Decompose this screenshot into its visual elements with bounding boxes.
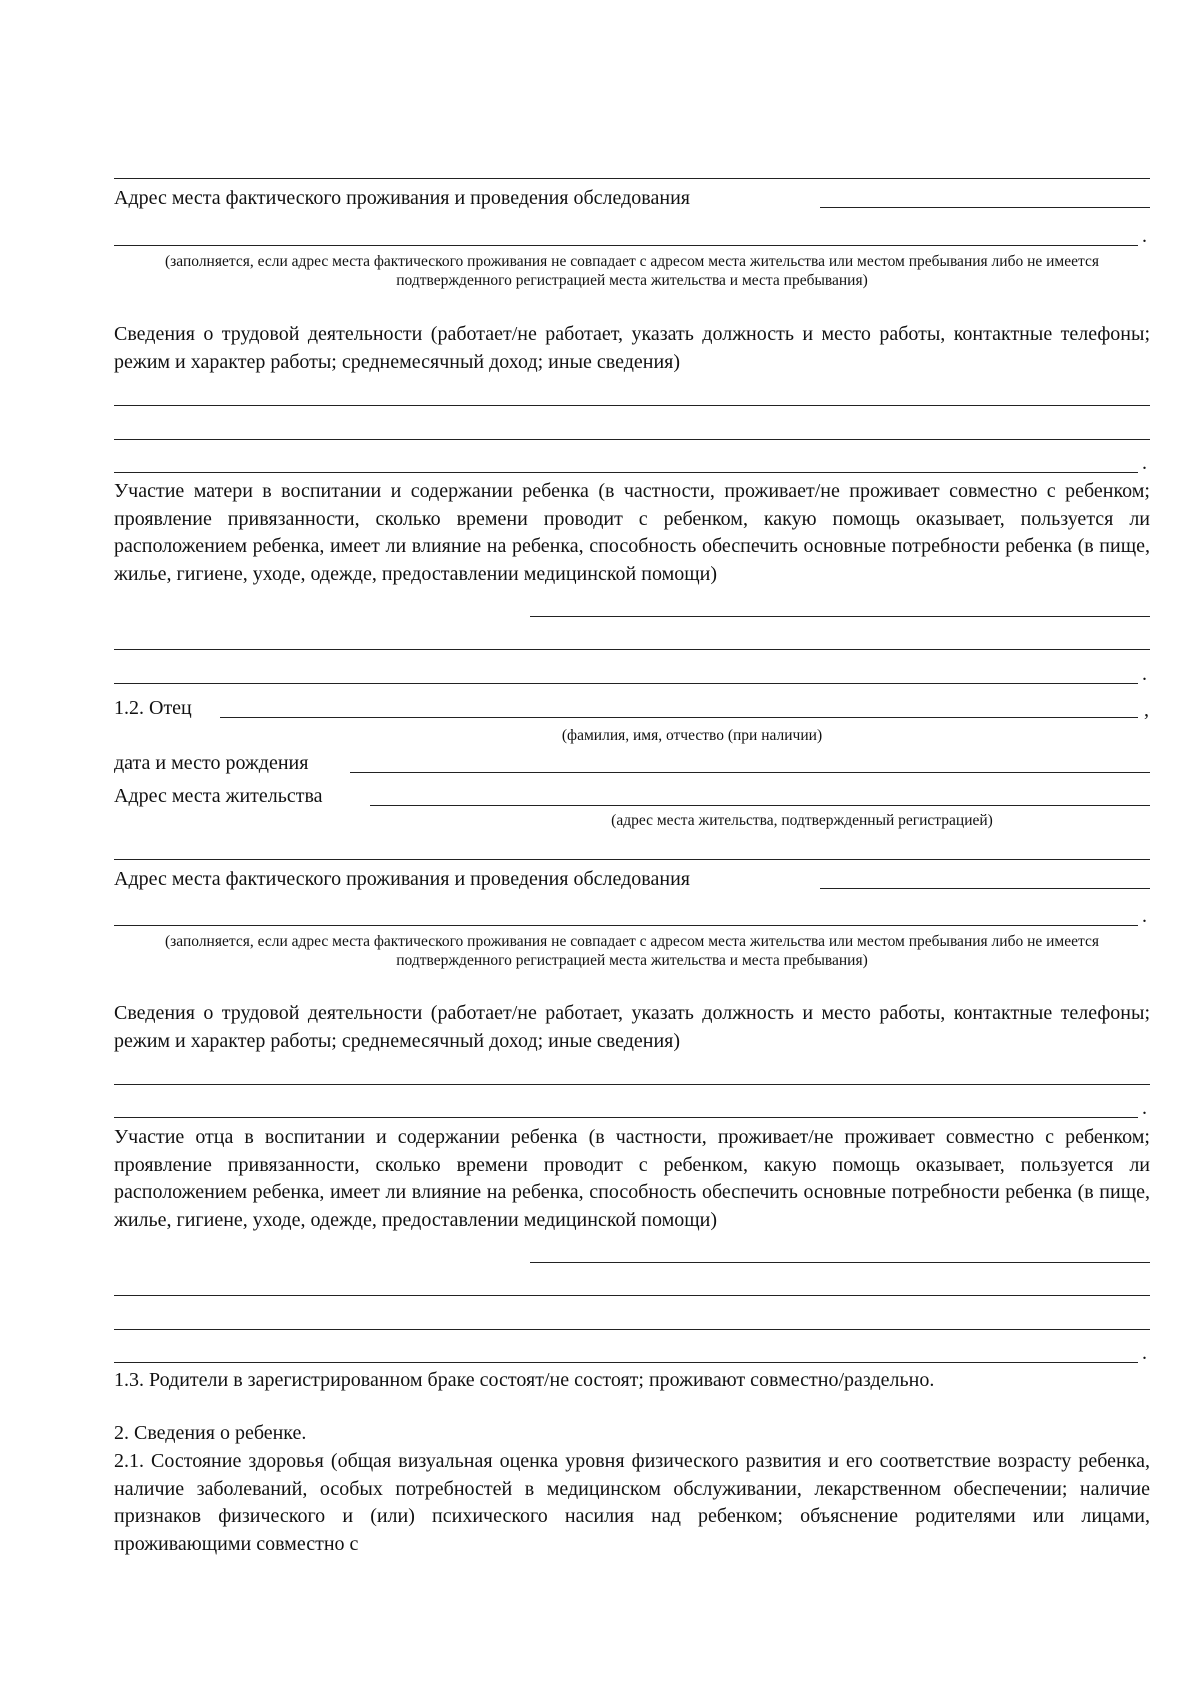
mother-employment-text: Сведения о трудовой деятельности (работает/не работает, указать должность и место работы, контактные телефоны; режим и характер работы; среднемесячный доход; иные сведения) [114, 323, 1150, 373]
father-name-field[interactable] [220, 717, 1138, 718]
period-mark: . [1142, 905, 1147, 927]
father-participation-text: Участие отца в воспитании и содержании ребенка (в частности, проживает/не проживает совместно с ребенком; проявление привязанности, сколько времени проводит с ребенком, какую помощь оказывает, пользуется ли расположением ребенка, имеет ли влияние на ребенка, способность обеспечить основные потребности ребенка (в пище, жилье, гигиене, уходе, одежде, предоставлении медицинской помощи) [114, 1126, 1150, 1231]
father-birth-row [114, 750, 1150, 776]
father-actual-address-field[interactable] [820, 888, 1150, 889]
father-participation-line-4[interactable] [114, 1362, 1138, 1363]
father-actual-address-row [114, 866, 1150, 892]
father-residence-line-2[interactable] [114, 859, 1150, 860]
father-residence-field[interactable] [370, 805, 1150, 806]
father-actual-address-label: Адрес места фактического проживания и проведения обследования [114, 868, 690, 890]
mother-actual-address-row [114, 185, 1150, 211]
father-name-hint: (фамилия, имя, отчество (при наличии) [561, 727, 823, 744]
mother-actual-address-field[interactable] [820, 207, 1150, 208]
father-actual-address-line-2[interactable] [114, 925, 1138, 926]
father-participation-line-2[interactable] [114, 1295, 1150, 1296]
father-residence-hint: (адрес места жительства, подтвержденный регистрацией) [611, 812, 993, 829]
child-health-text: 2.1. Состояние здоровья (общая визуальная оценка уровня физического развития и его соответствие возрасту ребенка, наличие заболеваний, особых потребностей в медицинском обслуживании, лекарственном обеспечении; наличие признаков физического и (или) психического насилия над ребенком; объяснение родителями или лицами, проживающими совместно с [114, 1450, 1150, 1555]
mother-actual-address-hint: (заполняется, если адрес места фактического проживания не совпадает с адресом места жительства или местом пребывания либо не имеется подтвержденного регистрацией места жительства и места пребывания) [165, 253, 1099, 289]
period-mark: . [1142, 1097, 1147, 1119]
father-residence-row [114, 783, 1150, 809]
father-employment-line-1[interactable] [114, 1084, 1150, 1085]
mother-actual-address-line-2[interactable] [114, 245, 1138, 246]
father-participation-line-3[interactable] [114, 1329, 1150, 1330]
father-participation-line-1[interactable] [530, 1262, 1150, 1263]
mother-participation-line-3[interactable] [114, 683, 1138, 684]
fill-line[interactable] [114, 178, 1150, 179]
father-actual-address-hint: (заполняется, если адрес места фактического проживания не совпадает с адресом места жительства или местом пребывания либо не имеется подтвержденного регистрацией места жительства и места пребывания) [165, 933, 1099, 969]
mother-actual-address-label: Адрес места фактического проживания и проведения обследования [114, 187, 690, 209]
mother-participation-text: Участие матери в воспитании и содержании ребенка (в частности, проживает/не проживает совместно с ребенком; проявление привязанности, сколько времени проводит с ребенком, какую помощь оказывает, пользуется ли расположением ребенка, имеет ли влияние на ребенка, способность обеспечить основные потребности ребенка (в пище, жилье, гигиене, уходе, одежде, предоставлении медицинской помощи) [114, 480, 1150, 585]
father-employment-text: Сведения о трудовой деятельности (работает/не работает, указать должность и место работы, контактные телефоны; режим и характер работы; среднемесячный доход; иные сведения) [114, 1002, 1150, 1052]
father-name-row [114, 695, 1150, 721]
period-mark: . [1142, 663, 1147, 685]
mother-employment-line-1[interactable] [114, 405, 1150, 406]
father-residence-label: Адрес места жительства [114, 785, 323, 807]
period-mark: . [1142, 1342, 1147, 1364]
mother-employment-line-2[interactable] [114, 439, 1150, 440]
mother-participation-line-1[interactable] [530, 616, 1150, 617]
period-mark: . [1142, 452, 1147, 474]
comma-mark: , [1144, 699, 1149, 721]
father-birth-label: дата и место рождения [114, 752, 309, 774]
father-birth-field[interactable] [350, 772, 1150, 773]
mother-participation-line-2[interactable] [114, 649, 1150, 650]
father-employment-line-2[interactable] [114, 1117, 1138, 1118]
marriage-status-text: 1.3. Родители в зарегистрированном браке состоят/не состоят; проживают совместно/раздельно. [114, 1369, 935, 1391]
child-section-title: 2. Сведения о ребенке. [114, 1422, 307, 1444]
period-mark: . [1142, 225, 1147, 247]
mother-employment-line-3[interactable] [114, 472, 1138, 473]
father-heading-label: 1.2. Отец [114, 697, 192, 719]
